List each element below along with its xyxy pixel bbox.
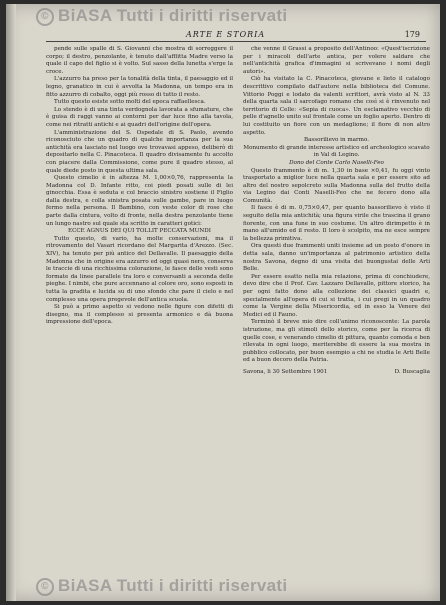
- paragraph: L'amministrazione del S. Ospedale di S. Paolo, avendo riconosciuto che un quadro di qualche importanza per la sua antichità era lasciato nel luogo ove trovavasi appeso, deliberò di depositarlo nella C. Pinacoteca. Il quadro divisamente fu accolto con piacere dalla Commissione, come pure il quadro stesso, al quale diede posto in questa ultima sala.: [46, 129, 233, 174]
- paragraph: Tutto questo, di vario, ha molte conservazioni, ma il ritrovamento del Vasari ricordano del Margarita d'Arezzo. (Sec. XIV), ha tenuto per più antico del Dellavalle. Il paesaggio della Madonna che in origine era azzurro ed oggi quasi nero, conserva le traccie di una ricchissima colorazione, le fasce delle vesti sono formate da linee parallele tra loro e conversanti a seconda delle pieghe. I nimbi, che pure accennano al colore oro, sono esposti in tutta la gradita e lucida su di uno sfondo che pare il cielo e nel complesso una opera pregevole dell'antica scuola.: [46, 235, 233, 303]
- left-column: [46, 46, 233, 576]
- inscription: ECCE AGNUS DEI QUI TOLLIT PECCATA MUNDI: [68, 228, 211, 235]
- paragraph: che venne il Grassi a proposito dell'Antinoo: «Quest'iscrizione per i miracoli dell'arte antica, per volere saldare che nell'antichità grafica d'immagini si scrivevano i nomi degli autori».: [243, 46, 430, 75]
- signature-place-date: Savona, li 30 Settembre 1901: [243, 368, 328, 375]
- paragraph: Tutto questo esiste sotto molti del epoca raffaellesca.: [54, 99, 206, 106]
- page-binding-shadow: [6, 4, 16, 601]
- copyright-icon: ©: [36, 578, 54, 596]
- right-column: [243, 46, 430, 576]
- paragraph: Per essere esatto nella mia relazione, prima di conchiudere, devo dire che il Prof. Cav. Lazzaro Dellavalle, pittore storico, ha per ogni fatto dono alla collezione dei classici quadri e, specialmente all'opera di cui si tratta, i cui pregi in un quadro come la Vergine della Misericordia, ed in esso la Venere dei Medici ed il Fauno.: [243, 273, 430, 318]
- caption-donor: Dono del Conte Carlo Naselli-Feo: [289, 159, 384, 166]
- copyright-icon: ©: [36, 8, 54, 26]
- paragraph: Lo stendo è di una tinta verdognola lavorata a sfumature, che è guisa di raggi vanno ai contorni per dar luce fino alla tavola, come nei ritratti antichi e ai quadri dell'origine dell'opera.: [46, 106, 233, 128]
- signature-line: [243, 369, 430, 377]
- scanned-page: [6, 4, 440, 601]
- paragraph: pende sulle spalle di S. Giovanni che mostra di sorreggere il corpo; il destro, penzolante, è tenuto dall'afflitta Madre verso la quale il capo del figlio si è volto. Sul sasso della lunetta s'erge la croce.: [46, 46, 233, 75]
- paragraph: Ciò ha visitato la C. Pinacoteca, giovane e lieto il catalogo descrittivo compilato dall'autore nella biblioteca del Comune. Vittorio Poggi e lodato da valenti scrittori, avrà visto al N. 33 della quarta sala il sarcofago romano che così si è rinvenuto nel territorio di Celle: «Sepia di cuoca». Un esclamativo vecchio di pelle d'agnello unito sul frontale come un foglio aperto. Dentro di lui costituito un fiore con un medaglione; il fiore di non altro aspetto.: [243, 76, 430, 136]
- watermark-top: © BiASA Tutti i diritti riservati: [36, 6, 287, 26]
- watermark-bottom: © BiASA Tutti i diritti riservati: [36, 576, 287, 596]
- signature-author: D. Buscaglia: [394, 368, 430, 375]
- paragraph: Questo cimelio è in altezza M. 1,00×0,76, rappresenta la Madonna col D. Infante ritto, coi piedi posati sulle di lei ginocchia. Essa è seduta e col braccio sinistro sostiene il Figlio dalla destra, e colla sinistra posata sulle gambe, pare in luogo fermo nella persona. Il Bambino, con veste color di rose che parte dalla cintura, volto di fronte, nella destra penzolante tiene un lungo nastro sul quale sta scritto in caratteri gotici:: [46, 175, 233, 227]
- page-number: 179: [404, 30, 420, 39]
- caption: Monumento di grande interesse artistico ed archeologico scavato in Val di Legino.: [243, 144, 430, 159]
- paragraph: Si può a primo aspetto si vedono nelle figure con difetti di disegno, ma il complesso si presenta armonico e dà buona impressione dell'epoca.: [46, 304, 233, 326]
- paragraph: Questo frammento è di m. 1,30 in base ×0,41, fu oggi vinto trasportato a miglior luce nella quarta sala e per essere sito ad altro del nostro sepolcreto sulla Madonna sulla del frutto della via Legino dai Conti Naselli-Feo che ne fecero dono alla Comunità.: [243, 167, 430, 204]
- paragraph: Il fasce è di m. 0,75×0,47, per quanto bassorilievo è visto il seguito della mia antichità; una figura virile che trascina il grano fiorente, con una fune in suo costume. Un altro dirimpetto è in mano all'umido ed il resto. Il loro è scolpito, ma ne esce sempre la bellezza primitiva.: [243, 205, 430, 242]
- paragraph: L'azzurro ha preso per la tonalità della tinta, il paesaggio ed il legno, granatico in cui è avvolta la Madonna, un tempo era in fitto azzurro di cobalto, oggi più rosso di tutto il resto.: [46, 76, 233, 98]
- paragraph: Ora questi due frammenti uniti insieme ad un posto d'onore in detta sala, danno un'importanza al patrimonio artistico della nostra Savona, degno di una visita dei buongustai delle Arti Belle.: [243, 243, 430, 273]
- header-rule: [46, 41, 426, 42]
- caption: Bassorilievo in marmo.: [303, 137, 370, 144]
- paragraph: Terminò il breve mio dire coll'animo riconoscente: La parola istruzione, ma gli stimoli dello storico, come per la ricerca di quelle cose, e venerando cimelio di pittura, quanto comoda e ben rilevata in ogni luogo, meriterebbe di essere la sua mostra in pubblico collocato, per buon esempio a chi ne studia le Arti Belle ed a buon decoro della Patria.: [243, 319, 430, 364]
- header-title: ARTE E STORIA: [186, 30, 266, 39]
